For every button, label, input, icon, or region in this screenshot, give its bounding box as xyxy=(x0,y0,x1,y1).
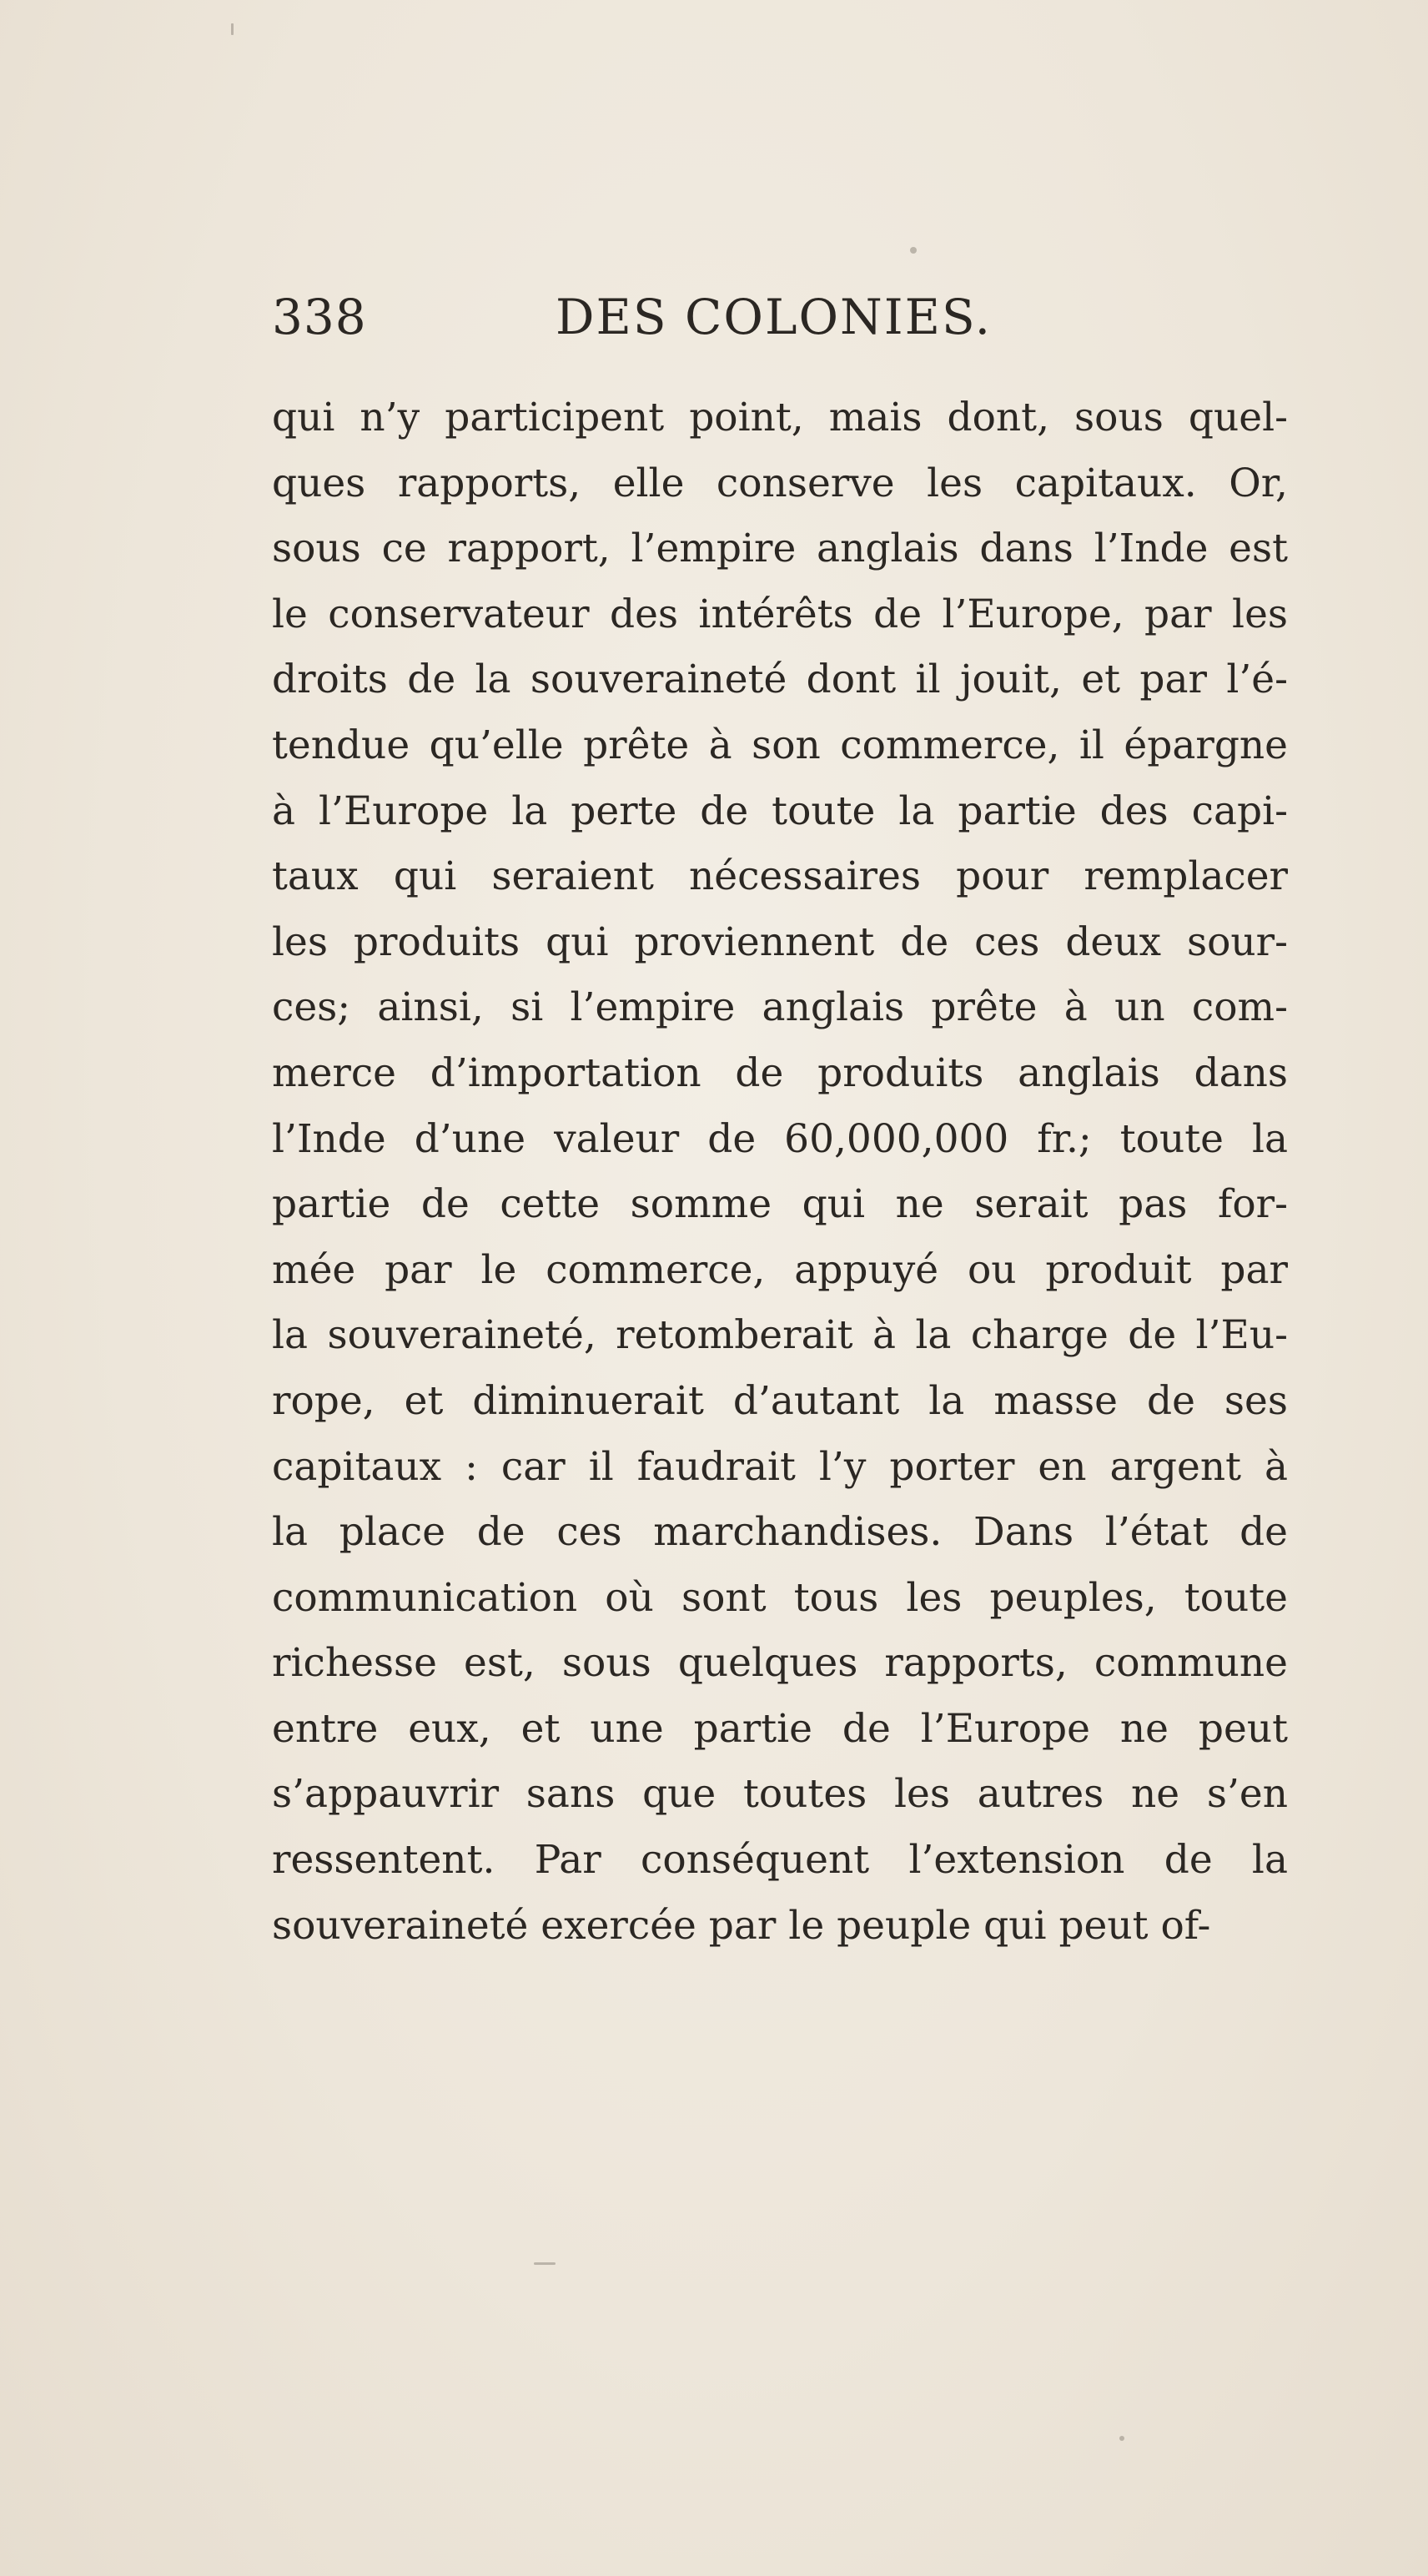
paper-speck xyxy=(910,247,917,254)
text-line: merce d’importation de produits anglais dans xyxy=(272,1049,1288,1096)
text-line: communication où sont tous les peuples, toute xyxy=(272,1574,1288,1621)
paper-speck xyxy=(1119,2436,1124,2441)
text-line: la place de ces marchandises. Dans l’état de xyxy=(272,1509,1288,1556)
text-line: la souveraineté, retomberait à la charge de l’Eu- xyxy=(272,1312,1288,1359)
body-text xyxy=(272,385,1288,1959)
text-line: richesse est, sous quelques rapports, commune xyxy=(272,1640,1288,1687)
text-line: le conservateur des intérêts de l’Europe, par les xyxy=(272,591,1288,637)
paper-speck xyxy=(231,23,234,35)
page-number: 338 xyxy=(272,289,367,345)
text-line: droits de la souveraineté dont il jouit, et par l’é- xyxy=(272,657,1288,703)
text-line: rope, et diminuerait d’autant la masse de ses xyxy=(272,1377,1288,1424)
running-head: DES COLONIES. xyxy=(556,289,993,345)
text-line: s’appauvrir sans que toutes les autres ne s’en xyxy=(272,1771,1288,1818)
page-header xyxy=(272,284,1273,350)
text-line: sous ce rapport, l’empire anglais dans l’Inde est xyxy=(272,526,1288,572)
text-line: ces; ainsi, si l’empire anglais prête à un com- xyxy=(272,984,1288,1031)
text-line: souveraineté exercée par le peuple qui peut of- xyxy=(272,1902,1211,1949)
text-line: mée par le commerce, appuyé ou produit par xyxy=(272,1246,1288,1293)
text-line: qui n’y participent point, mais dont, sous quel- xyxy=(272,395,1288,440)
text-line: à l’Europe la perte de toute la partie des capi- xyxy=(272,787,1288,834)
text-line: partie de cette somme qui ne serait pas for- xyxy=(272,1181,1288,1228)
text-line: l’Inde d’une valeur de 60,000,000 fr.; toute la xyxy=(272,1115,1288,1162)
paper-speck xyxy=(534,2262,556,2265)
text-line: ressentent. Par conséquent l’extension de la xyxy=(272,1837,1288,1884)
text-line: les produits qui proviennent de ces deux sour- xyxy=(272,918,1288,965)
text-line: entre eux, et une partie de l’Europe ne peut xyxy=(272,1705,1288,1752)
text-line: taux qui seraient nécessaires pour remplacer xyxy=(272,853,1288,900)
text-line: capitaux : car il faudrait l’y porter en argent à xyxy=(272,1443,1288,1490)
text-line: ques rapports, elle conserve les capitaux. Or, xyxy=(272,460,1288,506)
text-line: tendue qu’elle prête à son commerce, il épargne xyxy=(272,722,1288,768)
